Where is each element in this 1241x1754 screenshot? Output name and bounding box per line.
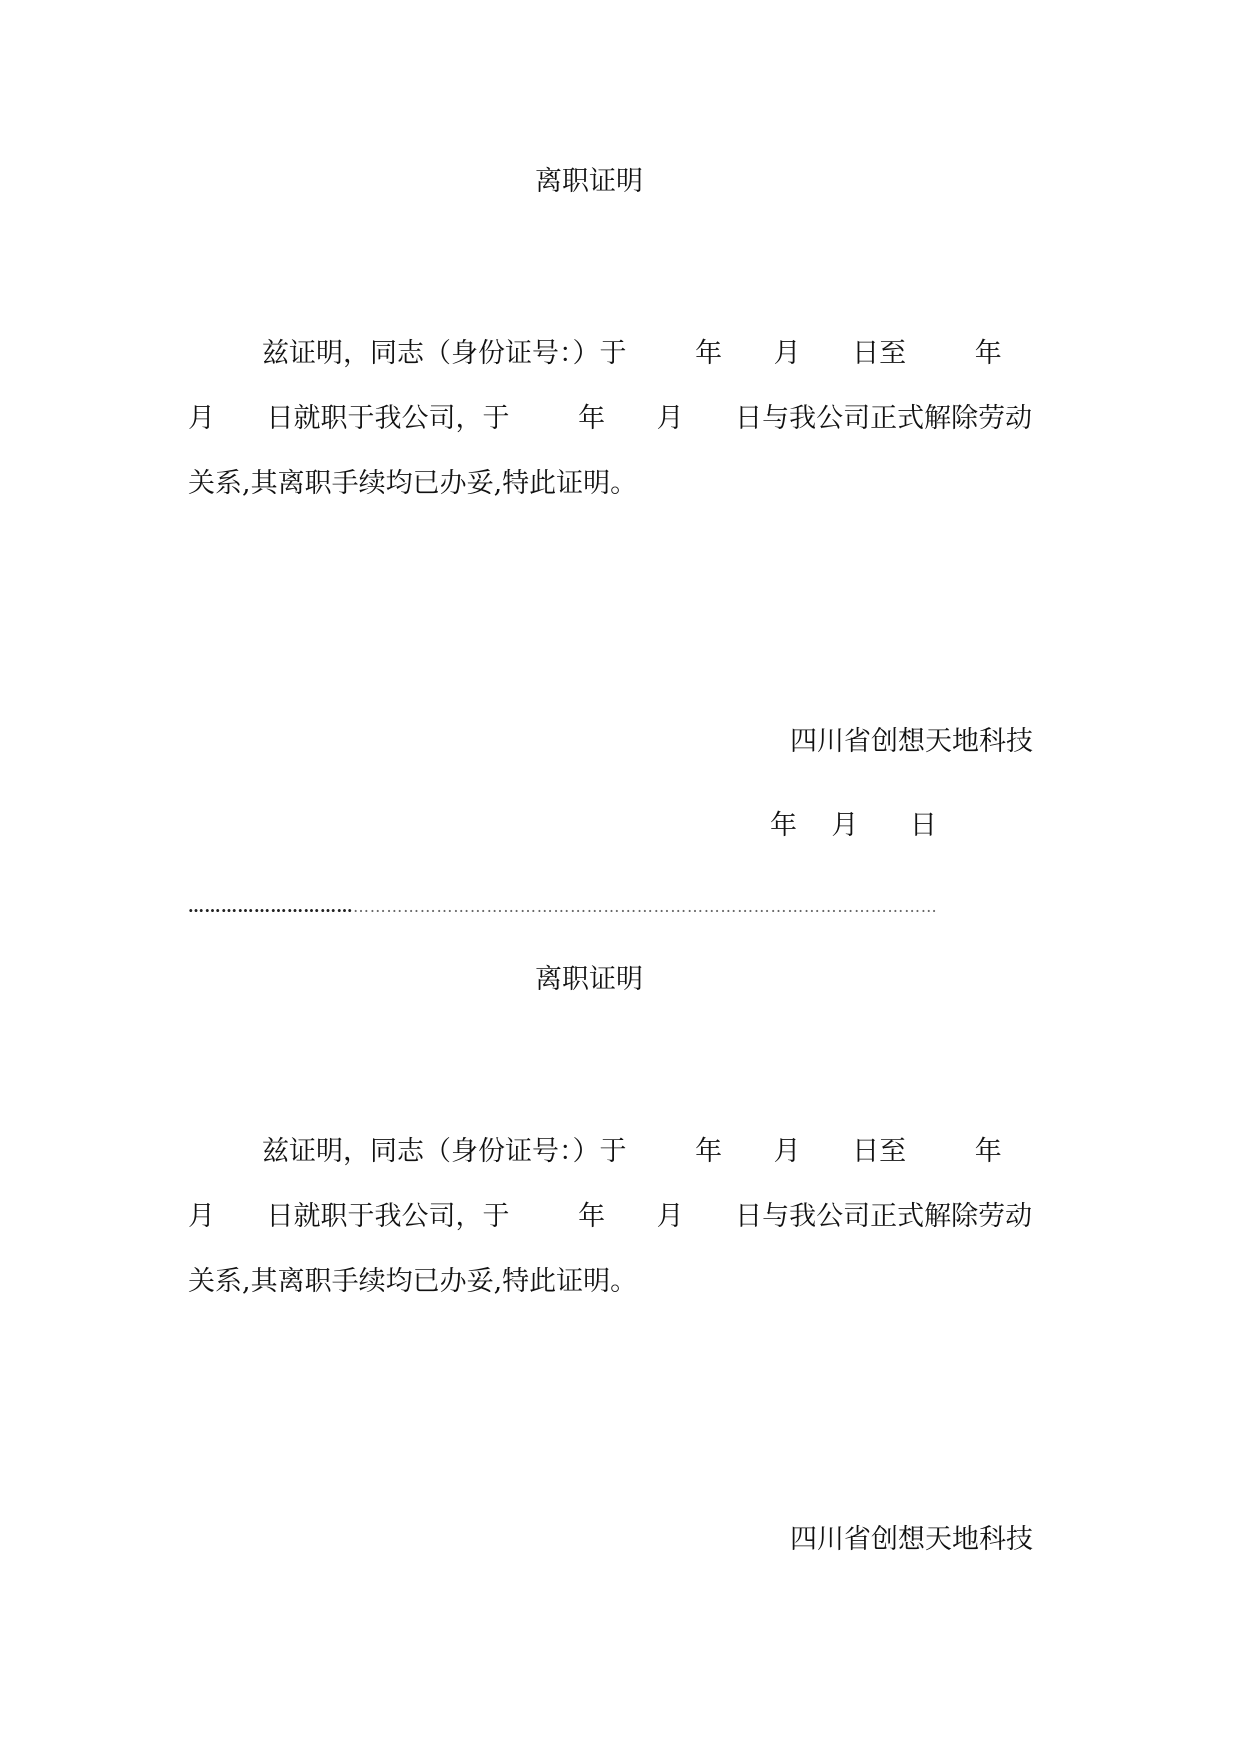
cut-line-separator [188,896,1010,918]
certificate-title: 离职证明 [535,166,643,197]
company-name: 四川省创想天地科技 [790,726,1033,757]
body-line-2: 月 日就职于我公司，于 年 月 日与我公司正式解除劳动 [188,1201,1033,1232]
body-line-3: 关系,其离职手续均已办妥,特此证明。 [188,468,638,499]
company-name: 四川省创想天地科技 [790,1524,1033,1555]
body-line-1: 兹证明，同志（身份证号：）于 年 月 日至 年 [262,1136,1002,1167]
signature-date: 年 月 日 [770,810,937,841]
body-line-1: 兹证明，同志（身份证号：）于 年 月 日至 年 [262,338,1002,369]
dotted-light-segment: …………………………………………………………………………………………… [353,897,938,916]
certificate-title: 离职证明 [535,964,643,995]
body-line-3: 关系,其离职手续均已办妥,特此证明。 [188,1266,638,1297]
body-line-2: 月 日就职于我公司，于 年 月 日与我公司正式解除劳动 [188,403,1033,434]
dotted-bold-segment: ………………………… [188,897,353,916]
